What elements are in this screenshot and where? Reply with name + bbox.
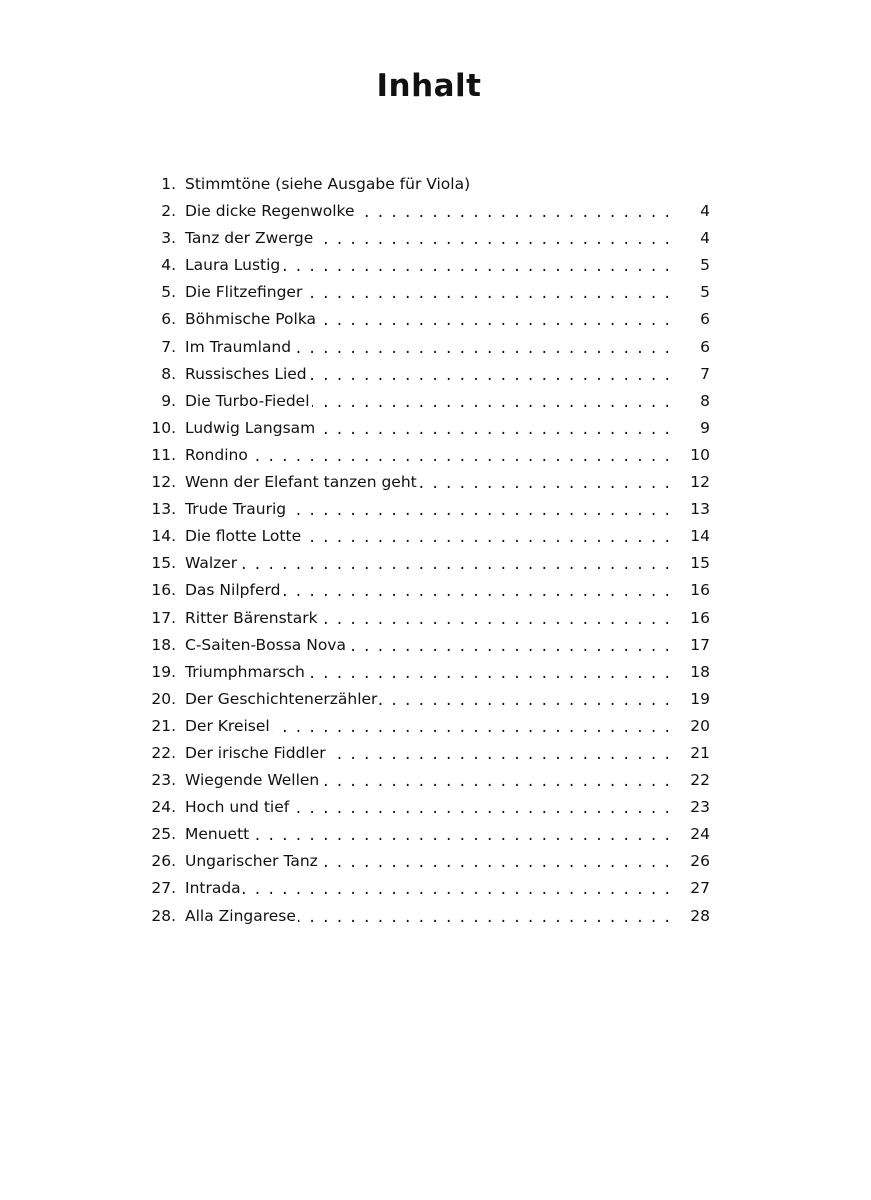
toc-entry-page: 6 xyxy=(676,334,710,361)
toc-entry-page: 6 xyxy=(676,306,710,333)
toc-entry-title: Das Nilpferd xyxy=(185,577,282,604)
toc-entry xyxy=(138,875,718,902)
toc-dot-leader xyxy=(185,444,676,471)
toc-entry-number: 23. xyxy=(151,771,176,790)
toc-entry-number: 5. xyxy=(161,283,176,302)
toc-entry-title: Der Kreisel xyxy=(185,713,272,740)
toc-entry-title: Menuett xyxy=(185,821,251,848)
toc-entry-page: 27 xyxy=(676,875,710,902)
toc-entry-number: 15. xyxy=(151,554,176,573)
toc-entry-page: 22 xyxy=(676,767,710,794)
toc-entry-page: 26 xyxy=(676,848,710,875)
toc-entry-number: 14. xyxy=(151,527,176,546)
toc-entry-page: 28 xyxy=(676,903,710,930)
toc-entry xyxy=(138,361,718,388)
toc-entry-number: 19. xyxy=(151,662,176,681)
toc-entry-title: Triumphmarsch xyxy=(185,659,307,686)
toc-entry-title: C-Saiten-Bossa Nova xyxy=(185,632,348,659)
toc-entry-title: Hoch und tief xyxy=(185,794,291,821)
toc-entry-title: Die Turbo-Fiedel xyxy=(185,388,312,415)
toc-entry-number: 1. xyxy=(161,175,176,193)
toc-entry xyxy=(138,523,718,550)
toc-entry xyxy=(138,334,718,361)
toc-entry xyxy=(138,225,718,252)
toc-entry-page: 12 xyxy=(676,469,710,496)
toc-entry-page: 14 xyxy=(676,523,710,550)
page-title: Inhalt xyxy=(376,68,482,104)
toc-entry-title: Intrada xyxy=(185,875,243,902)
toc-entry-number: 6. xyxy=(161,310,176,329)
toc-entry-number: 20. xyxy=(151,689,176,708)
toc-entry-title: Die Flitzefinger xyxy=(185,279,304,306)
toc-entry-page: 23 xyxy=(676,794,710,821)
toc-entry-number: 26. xyxy=(151,852,176,871)
toc-entry-title: Ritter Bärenstark xyxy=(185,605,320,632)
toc-entry xyxy=(138,821,718,848)
toc-entry-page: 24 xyxy=(676,821,710,848)
toc-entry-page: 5 xyxy=(676,279,710,306)
toc-entry-title: Russisches Lied xyxy=(185,361,309,388)
toc-entry-number: 28. xyxy=(151,906,176,925)
table-of-contents xyxy=(138,171,718,930)
toc-dot-leader xyxy=(185,552,676,579)
toc-entry xyxy=(138,713,718,740)
toc-entry-title: Wenn der Elefant tanzen geht xyxy=(185,469,419,496)
toc-entry-page: 16 xyxy=(676,577,710,604)
toc-entry xyxy=(138,577,718,604)
toc-entry-page: 7 xyxy=(676,361,710,388)
toc-entry-page: 18 xyxy=(676,659,710,686)
toc-entry-number: 17. xyxy=(151,608,176,627)
toc-entry-title: Die dicke Regenwolke xyxy=(185,198,357,225)
toc-entry xyxy=(138,415,718,442)
toc-dot-leader xyxy=(185,823,676,850)
toc-entry-title: Die flotte Lotte xyxy=(185,523,303,550)
toc-entry-title: Im Traumland xyxy=(185,334,293,361)
toc-entry xyxy=(138,496,718,523)
toc-entry-page: 9 xyxy=(676,415,710,442)
toc-entry-page: 15 xyxy=(676,550,710,577)
toc-entry-number: 4. xyxy=(161,256,176,275)
toc-entry-title: Der Geschichtenerzähler xyxy=(185,686,379,713)
toc-entry xyxy=(138,632,718,659)
toc-entry xyxy=(138,171,718,198)
toc-entry xyxy=(138,442,718,469)
toc-entry-title: Der irische Fiddler xyxy=(185,740,328,767)
toc-entry-title: Tanz der Zwerge xyxy=(185,225,315,252)
toc-entry xyxy=(138,794,718,821)
toc-entry xyxy=(138,198,718,225)
toc-entry-title: Trude Traurig xyxy=(185,496,288,523)
toc-entry-title: Ungarischer Tanz xyxy=(185,848,320,875)
toc-entry-page: 19 xyxy=(676,686,710,713)
toc-entry xyxy=(138,388,718,415)
toc-entry-number: 8. xyxy=(161,364,176,383)
toc-entry-number: 16. xyxy=(151,581,176,600)
toc-entry-number: 12. xyxy=(151,473,176,492)
toc-entry-page: 21 xyxy=(676,740,710,767)
toc-entry-number: 21. xyxy=(151,716,176,735)
toc-entry-title: Wiegende Wellen xyxy=(185,767,321,794)
toc-entry xyxy=(138,686,718,713)
toc-entry-number: 9. xyxy=(161,391,176,410)
toc-entry-page: 4 xyxy=(676,198,710,225)
toc-entry-number: 13. xyxy=(151,500,176,519)
toc-entry xyxy=(138,767,718,794)
toc-entry-page: 4 xyxy=(676,225,710,252)
toc-entry-number: 27. xyxy=(151,879,176,898)
toc-entry xyxy=(138,306,718,333)
toc-entry-title: Alla Zingarese xyxy=(185,903,298,930)
toc-entry-title: Laura Lustig xyxy=(185,252,282,279)
toc-entry-page: 16 xyxy=(676,605,710,632)
toc-entry xyxy=(138,740,718,767)
toc-entry-title: Böhmische Polka xyxy=(185,306,318,333)
toc-entry-page: 10 xyxy=(676,442,710,469)
toc-entry-title: Walzer xyxy=(185,550,239,577)
toc-entry xyxy=(138,848,718,875)
toc-entry xyxy=(138,550,718,577)
toc-entry xyxy=(138,659,718,686)
toc-entry-number: 18. xyxy=(151,635,176,654)
toc-entry-number: 11. xyxy=(151,445,176,464)
toc-entry-page: 13 xyxy=(676,496,710,523)
toc-entry xyxy=(138,469,718,496)
toc-entry-title: Rondino xyxy=(185,442,250,469)
toc-entry-number: 22. xyxy=(151,743,176,762)
toc-entry-number: 25. xyxy=(151,825,176,844)
toc-entry-page: 17 xyxy=(676,632,710,659)
toc-entry-number: 24. xyxy=(151,798,176,817)
toc-entry-number: 2. xyxy=(161,202,176,221)
toc-entry-page: 20 xyxy=(676,713,710,740)
toc-dot-leader xyxy=(185,877,676,904)
toc-entry-title: Ludwig Langsam xyxy=(185,415,317,442)
toc-entry-number: 10. xyxy=(151,418,176,437)
toc-entry-number: 3. xyxy=(161,229,176,248)
toc-entry-number: 7. xyxy=(161,337,176,356)
toc-entry xyxy=(138,605,718,632)
toc-entry xyxy=(138,279,718,306)
toc-entry-page: 5 xyxy=(676,252,710,279)
toc-entry xyxy=(138,252,718,279)
toc-entry-title: Stimmtöne (siehe Ausgabe für Viola) xyxy=(185,171,472,198)
toc-entry xyxy=(138,903,718,930)
toc-entry-page: 8 xyxy=(676,388,710,415)
